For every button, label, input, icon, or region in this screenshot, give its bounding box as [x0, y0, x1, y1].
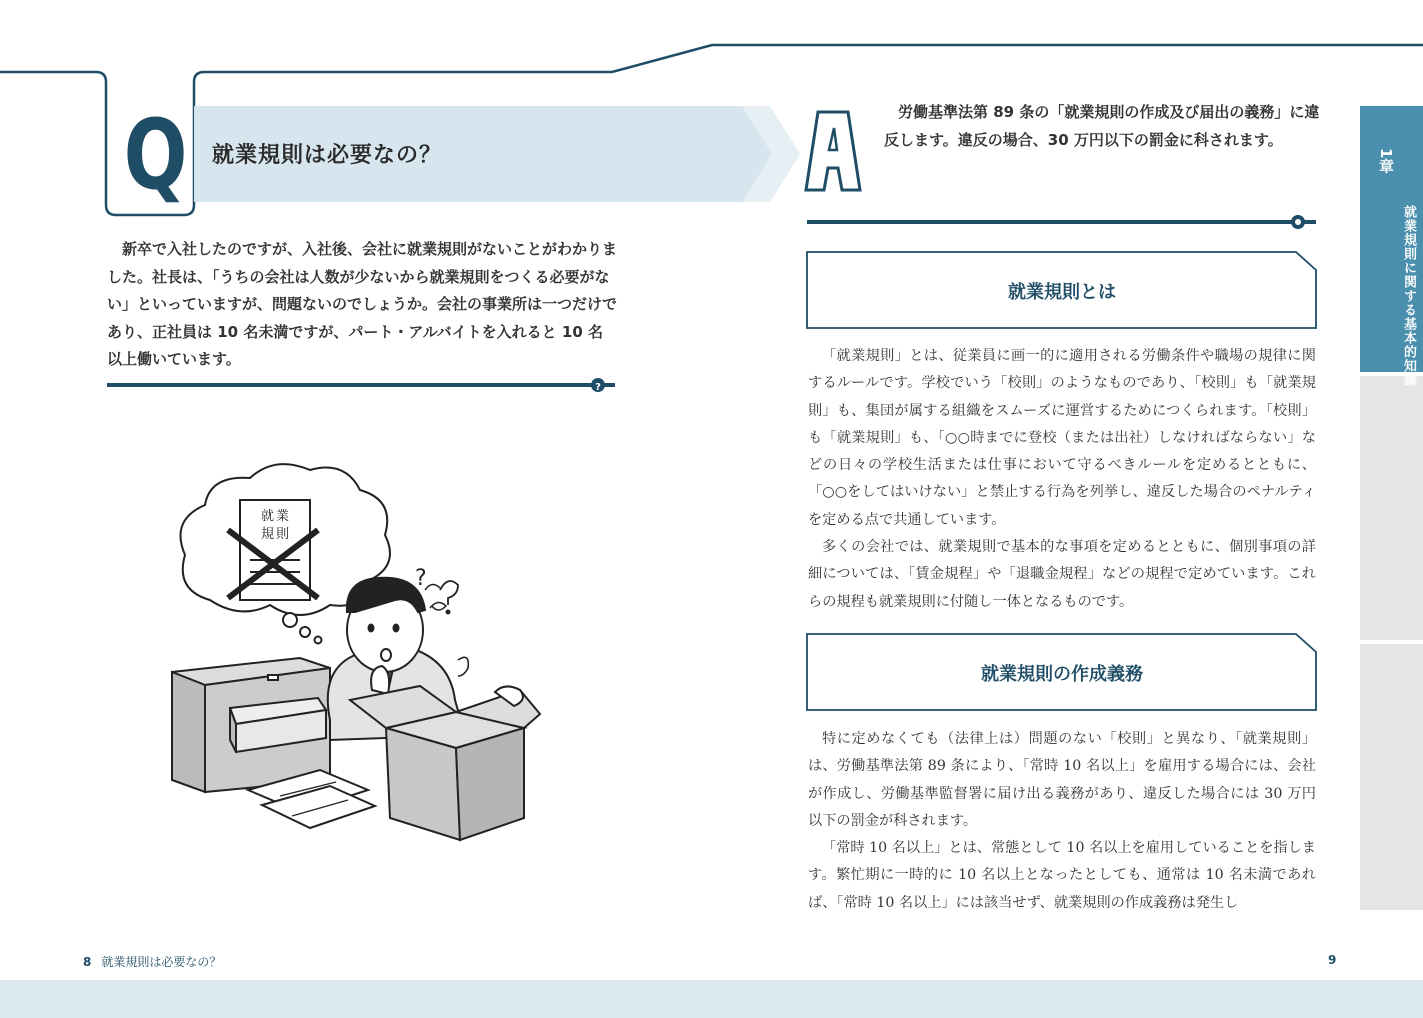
chapter-tab-inactive[interactable] [1360, 376, 1423, 640]
chapter-tab-inactive[interactable] [1360, 644, 1423, 910]
section-title-obligation: 就業規則の作成義務 [981, 664, 1143, 685]
illustration [172, 464, 540, 840]
section-body-definition [808, 343, 1316, 616]
section-body-obligation [808, 726, 1316, 916]
question-body: 新卒で入社したのですが、入社後、会社に就業規則がないことがわかりました。社長は、「うちの会社は人数が少ないから就業規則をつくる必要がない」といっていますが、問題ないのでしょうか。会社の事業所は一つだけであり、正社員は 10 名未満ですが、パート・アルバイトを入れると 10 名以上働いています。 [107, 240, 618, 368]
paragraph: 特に定めなくても（法律上は）問題のない「校則」と異なり、「就業規則」は、労働基準法第 89 条により、「常時 10 名以上」を雇用する場合には、会社が作成し、労働基準監督署に届け出る義務があり、違反した場合には 30 万円以下の罰金が科されます。 [808, 731, 1316, 829]
question-title: 就業規則は必要なの？ [212, 143, 443, 168]
bottom-band [0, 980, 1423, 1018]
illustration-question-mark: ? [415, 566, 427, 591]
paragraph: 多くの会社では、就業規則で基本的な事項を定めるとともに、個別事項の詳細については、「賃金規程」や「退職金規程」などの規程で定めています。これらの規程も就業規則に付随し一体となるものです。 [808, 539, 1316, 610]
illustration-doc-label [256, 508, 296, 544]
paragraph: 「常時 10 名以上」とは、常態として 10 名以上を雇用していることを指します。繁忙期に一時的に 10 名以上となったとしても、通常は 10 名未満であれば、「常時 10 名以上」には該当せず、就業規則の作成義務は発生し [808, 840, 1316, 911]
footer-left [83, 953, 221, 970]
svg-text:?: ? [595, 382, 601, 393]
chapter-title: 就業規則に関する基本的知識 [1401, 205, 1416, 387]
left-page-number: 8 [83, 955, 92, 969]
right-page-number: 9 [1328, 953, 1337, 967]
illustration-doc-line2: 規則 [260, 527, 291, 542]
question-letter: Q [123, 99, 188, 211]
left-running-title: 就業規則は必要なの？ [101, 955, 222, 969]
chapter-number: 1章 [1377, 148, 1395, 174]
answer-body: 労働基準法第 89 条の「就業規則の作成及び届出の義務」に違反します。違反の場合、30 万円以下の罰金に科されます。 [884, 103, 1320, 149]
section-title-definition: 就業規則とは [1008, 282, 1116, 303]
answer-emblem [806, 112, 860, 190]
paragraph: 「就業規則」とは、従業員に画一的に適用される労働条件や職場の規律に関するルールです。学校でいう「校則」のようなものであり、「校則」も「就業規則」も、集団が属する組織をスムーズに運営するためにつくられます。「校則」も「就業規則」も、「○○時までに登校（または出社）しなければならない」などの日々の学校生活または仕事において守るべきルールを定めるとともに、「○○をしてはいけない」と禁止する行為を列挙し、違反した場合のペナルティを定める点で共通しています。 [808, 348, 1316, 528]
illustration-doc-line1: 就業 [260, 509, 291, 524]
